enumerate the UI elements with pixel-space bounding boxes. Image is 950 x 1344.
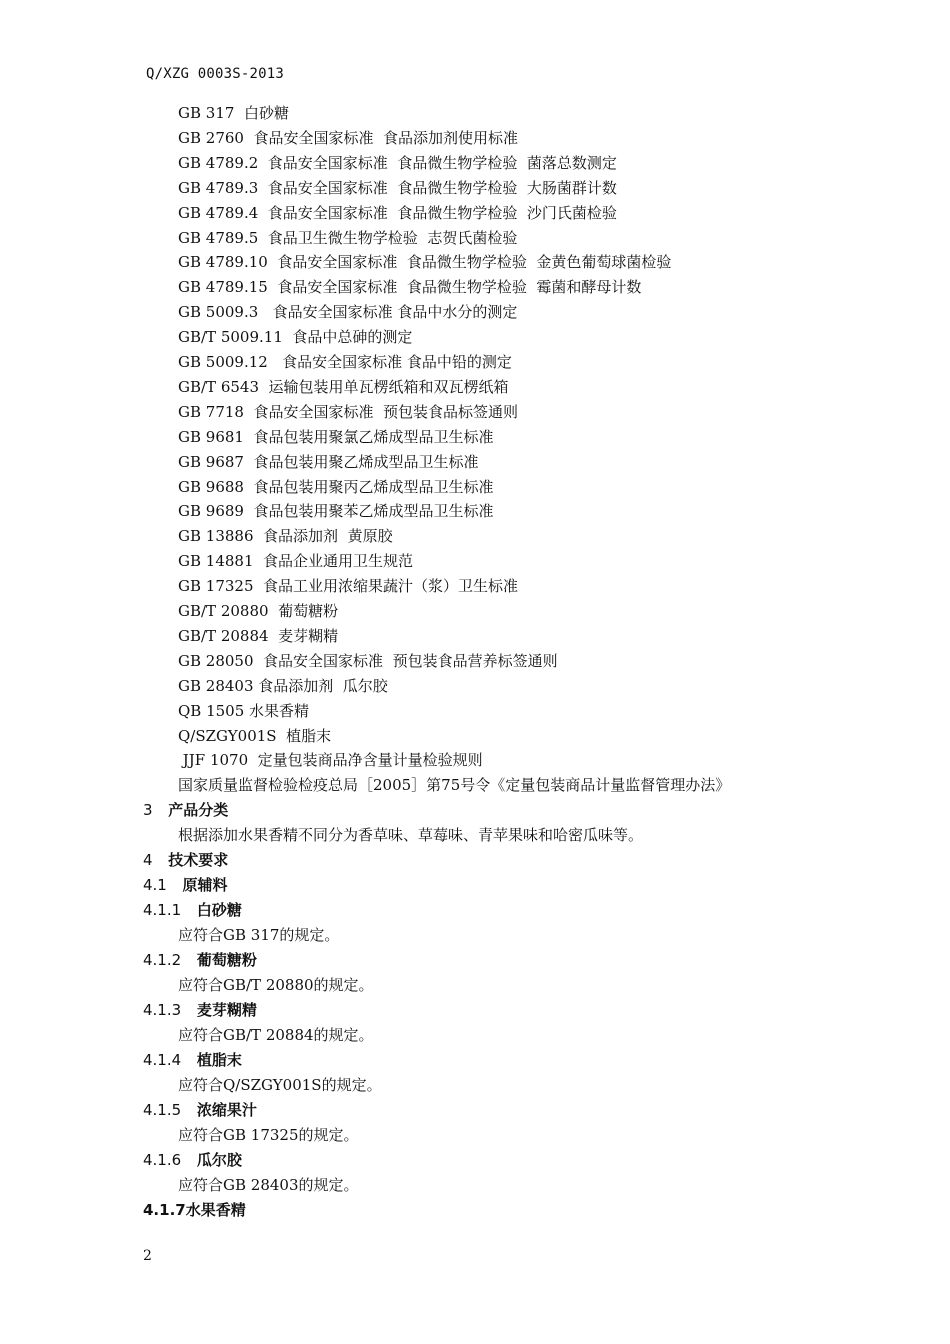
section-title: 产品分类 (168, 801, 229, 819)
section-number: 3 (143, 801, 153, 819)
section-number: 4.1 (143, 876, 167, 894)
reference-item: GB 5009.3 食品安全国家标准 食品中水分的测定 (178, 303, 518, 322)
section-4-1-6-body: 应符合GB 28403的规定。 (178, 1176, 359, 1194)
document-code-header: Q/XZG 0003S-2013 (146, 66, 285, 82)
page-number: 2 (143, 1248, 152, 1264)
section-4-1-7-heading: 4.1.7水果香精 (143, 1201, 246, 1219)
reference-item: GB 4789.10 食品安全国家标准 食品微生物学检验 金黄色葡萄球菌检验 (178, 253, 672, 272)
reference-item: GB 9687 食品包装用聚乙烯成型品卫生标准 (178, 452, 479, 471)
reference-item: GB 9681 食品包装用聚氯乙烯成型品卫生标准 (178, 427, 494, 446)
section-4-1-heading (143, 875, 228, 895)
reference-item: GB 4789.15 食品安全国家标准 食品微生物学检验 霉菌和酵母计数 (178, 278, 642, 297)
reference-item: GB 317 白砂糖 (178, 104, 289, 122)
section-4-1-2-heading (143, 950, 257, 970)
section-4-1-4-heading (143, 1050, 242, 1070)
reference-item: JJF 1070 定量包装商品净含量计量检验规则 (178, 751, 483, 770)
reference-item: GB 4789.4 食品安全国家标准 食品微生物学检验 沙门氏菌检验 (178, 203, 617, 222)
section-4-1-2-body: 应符合GB/T 20880的规定。 (178, 976, 374, 994)
reference-item: GB/T 5009.11 食品中总砷的测定 (178, 328, 413, 347)
reference-item: GB 9688 食品包装用聚丙乙烯成型品卫生标准 (178, 477, 494, 496)
reference-item: GB 4789.2 食品安全国家标准 食品微生物学检验 菌落总数测定 (178, 153, 617, 172)
section-number: 4.1.2 (143, 951, 182, 969)
section-number: 4.1.4 (143, 1051, 182, 1069)
reference-item: Q/SZGY001S 植脂末 (178, 726, 332, 745)
section-title: 植脂末 (196, 1051, 242, 1069)
section-title: 原辅料 (182, 876, 228, 894)
reference-item: GB 17325 食品工业用浓缩果蔬汁（浆）卫生标准 (178, 577, 519, 596)
section-number: 4 (143, 851, 153, 869)
reference-item: GB 5009.12 食品安全国家标准 食品中铅的测定 (178, 353, 512, 371)
reference-item: GB 9689 食品包装用聚苯乙烯成型品卫生标准 (178, 502, 494, 521)
section-4-1-1-heading (143, 900, 242, 920)
section-4-1-3-heading (143, 1000, 257, 1020)
section-number: 4.1.5 (143, 1101, 182, 1119)
reference-item: GB 4789.3 食品安全国家标准 食品微生物学检验 大肠菌群计数 (178, 178, 617, 197)
reference-item: GB/T 6543 运输包装用单瓦楞纸箱和双瓦楞纸箱 (178, 377, 509, 396)
section-3-body: 根据添加水果香精不同分为香草味、草莓味、青苹果味和哈密瓜味等。 (178, 826, 644, 844)
reference-item: GB/T 20884 麦芽糊精 (178, 626, 339, 645)
section-title: 葡萄糖粉 (196, 951, 257, 969)
reference-item: GB 14881 食品企业通用卫生规范 (178, 552, 414, 571)
section-number: 4.1.3 (143, 1001, 182, 1019)
section-title: 麦芽糊精 (196, 1001, 257, 1019)
section-title: 瓜尔胶 (196, 1151, 242, 1169)
reference-item: GB 13886 食品添加剂 黄原胶 (178, 527, 393, 546)
reference-item: GB 7718 食品安全国家标准 预包装食品标签通则 (178, 402, 519, 421)
reference-item: GB 2760 食品安全国家标准 食品添加剂使用标准 (178, 128, 519, 147)
section-3-heading (143, 800, 228, 820)
section-number: 4.1.1 (143, 901, 182, 919)
reference-item: GB 4789.5 食品卫生微生物学检验 志贺氏菌检验 (178, 228, 518, 247)
reference-item: GB/T 20880 葡萄糖粉 (178, 602, 339, 620)
reference-item: QB 1505 水果香精 (178, 701, 310, 720)
section-title: 白砂糖 (196, 901, 242, 919)
section-4-heading (143, 850, 228, 870)
section-4-1-4-body: 应符合Q/SZGY001S的规定。 (178, 1076, 382, 1094)
reference-item: GB 28403 食品添加剂 瓜尔胶 (178, 676, 388, 695)
section-4-1-3-body: 应符合GB/T 20884的规定。 (178, 1026, 374, 1044)
reference-item: 国家质量监督检验检疫总局［2005］第75号令《定量包装商品计量监督管理办法》 (178, 776, 731, 795)
section-4-1-5-body: 应符合GB 17325的规定。 (178, 1126, 359, 1144)
section-4-1-5-heading (143, 1100, 257, 1120)
reference-item: GB 28050 食品安全国家标准 预包装食品营养标签通则 (178, 651, 558, 670)
section-title: 浓缩果汁 (196, 1101, 257, 1119)
section-4-1-1-body: 应符合GB 317的规定。 (178, 926, 340, 944)
section-title: 技术要求 (168, 851, 229, 869)
section-number: 4.1.6 (143, 1151, 182, 1169)
section-4-1-6-heading (143, 1150, 242, 1170)
